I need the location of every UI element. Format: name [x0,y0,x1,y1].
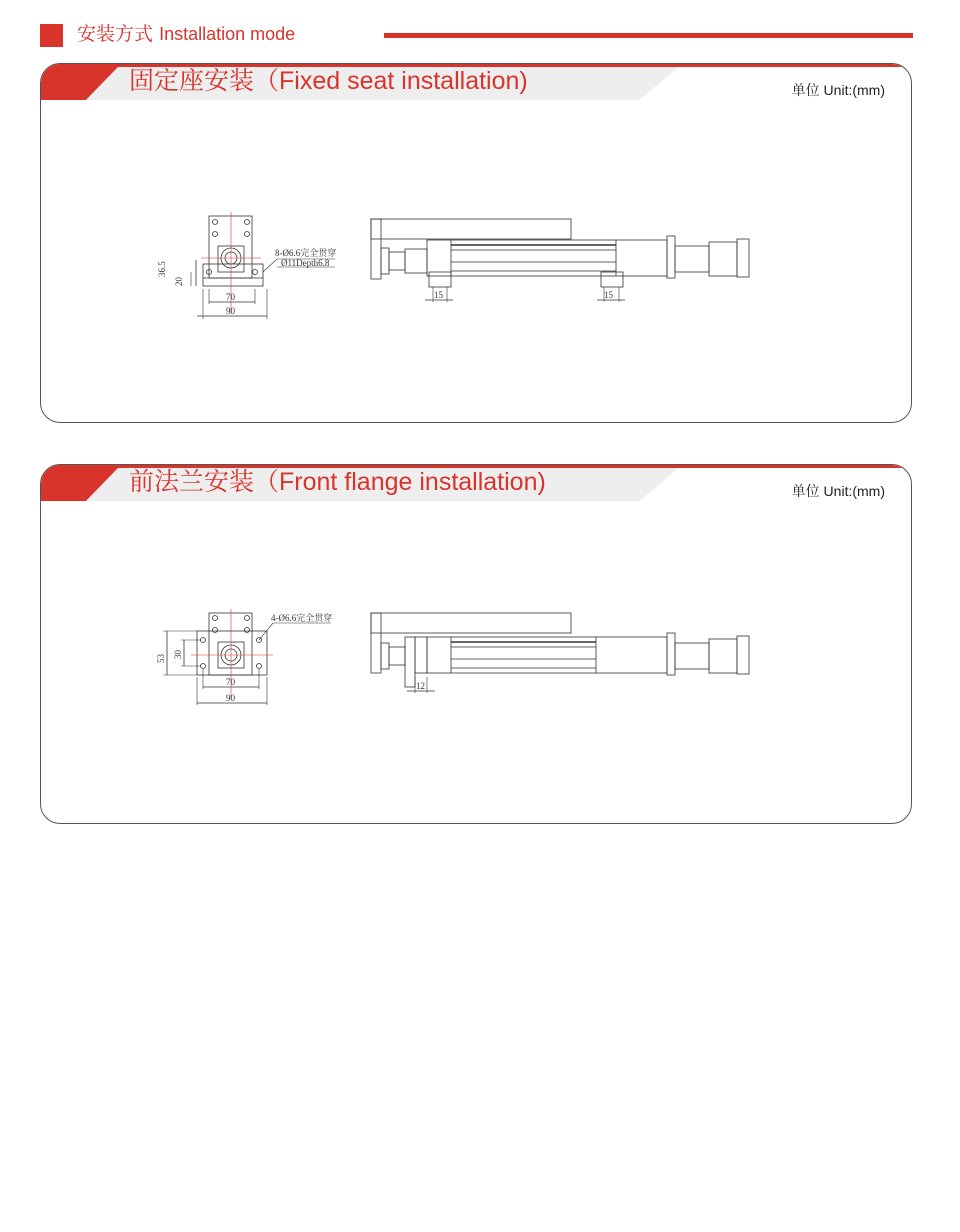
dim-height-b: 20 [174,277,184,286]
side-view-front-flange [405,637,415,687]
panel-fixed-seat [40,63,912,423]
dim-height-a: 53 [156,654,166,663]
flange-hole [201,638,206,643]
front-flange-drawing [41,465,912,824]
flange-hole [257,664,262,669]
dim-width-inner: 70 [226,292,235,302]
section-title-en: Installation mode [159,24,296,44]
end-view-flange-plate [197,631,267,675]
side-view-end-plate [371,219,381,279]
end-view-body [209,613,252,675]
dim-width-inner: 70 [226,677,235,687]
dim-flange-thickness: 12 [416,681,425,691]
dim-height-a: 36.5 [157,261,167,277]
dim-width-outer: 90 [226,693,235,703]
side-view-seat-left [429,272,451,287]
section-title [77,22,295,46]
unit-label: 单位 Unit:(mm) [791,483,885,499]
panel-title: 固定座安装（Fixed seat installation) [129,67,528,95]
dim-height-b: 30 [173,650,183,659]
side-view-end-plate [371,613,381,673]
dim-seat-left: 15 [434,290,443,300]
side-view-top-plate [371,613,571,633]
section-title-cn: 安装方式 [77,23,154,45]
section-header [40,22,920,48]
dim-hole-note: 4-Ø6.6完全贯穿 [271,613,333,623]
header-square-marker [40,24,63,47]
dim-seat-right: 15 [604,290,613,300]
side-view-top-plate [371,219,571,239]
end-view-body [209,216,252,278]
dim-hole-note-2: Ø11Depth6.8 [281,258,330,268]
panel-title: 前法兰安装（Front flange installation) [129,468,546,496]
flange-hole [201,664,206,669]
side-view-seat-right [601,272,623,287]
header-divider [384,33,913,38]
fixed-seat-drawing [41,64,912,423]
dim-width-outer: 90 [226,306,235,316]
panel-front-flange [40,464,912,824]
side-view-motor [675,246,709,272]
unit-label: 单位 Unit:(mm) [791,82,885,98]
dim-hole-note-1: 8-Ø6.6完全贯穿 [275,248,337,258]
side-view-motor [675,643,709,669]
end-view-seat [203,264,263,286]
